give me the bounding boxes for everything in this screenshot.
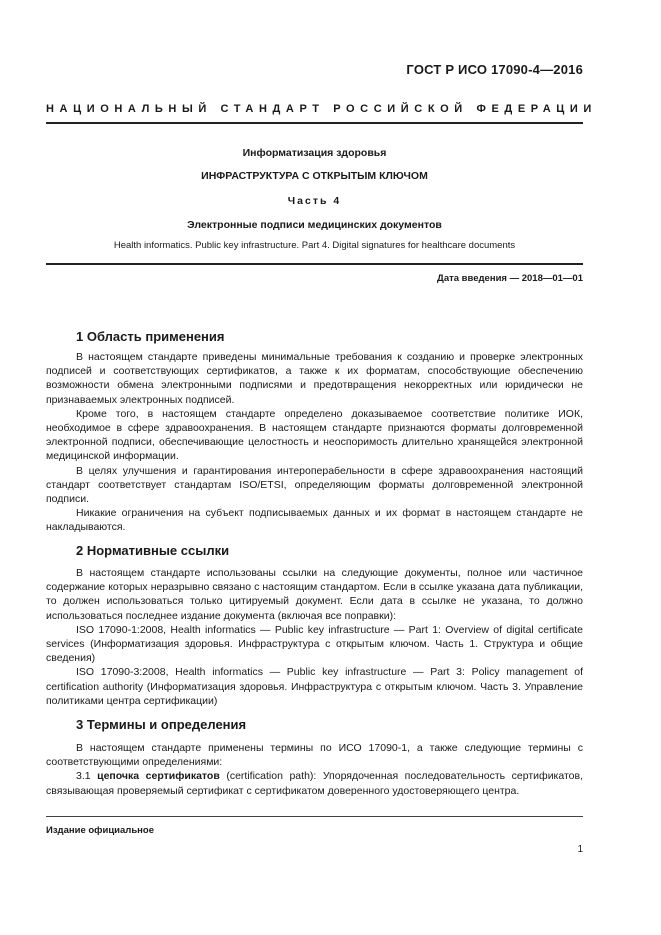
term-definition	[46, 769, 583, 797]
introduction-date: Дата введения — 2018—01—01	[437, 273, 583, 284]
subject-area: Информатизация здоровья	[242, 147, 387, 159]
document-title: ИНФРАСТРУКТУРА С ОТКРЫТЫМ КЛЮЧОМ	[201, 170, 428, 182]
page-number: 1	[577, 844, 583, 855]
term-name: цепочка сертификатов	[97, 770, 220, 783]
title-rule	[46, 263, 583, 265]
footer-rule	[46, 816, 583, 817]
section-heading: 2 Нормативные ссылки	[76, 543, 230, 558]
section-body	[46, 350, 583, 535]
english-title: Health informatics. Public key infrastructure. Part 4. Digital signatures for healthcare documents	[113, 240, 516, 251]
section-heading: 1 Область применения	[76, 329, 225, 344]
paragraph: В целях улучшения и гарантирования интероперабельности в сфере здравоохранения настоящий стандарт соответствует стандартам ISO/ETSI, определяющим форматы долговременной электронной подписи.	[46, 464, 583, 506]
term-text: (certification path): Упорядоченная последовательность сертификатов, связывающая проверяемый сертификат с сертификатом доверенного удостоверяющего центра.	[46, 770, 584, 797]
part-label: Часть 4	[287, 195, 342, 207]
section-heading: 3 Термины и определения	[76, 717, 247, 732]
section-body	[46, 566, 583, 708]
section-body	[46, 741, 583, 798]
national-standard-banner: НАЦИОНАЛЬНЫЙ СТАНДАРТ РОССИЙСКОЙ ФЕДЕРАЦИИ	[46, 103, 597, 115]
document-subtitle: Электронные подписи медицинских документов	[187, 219, 442, 231]
paragraph: В настоящем стандарте использованы ссылки на следующие документы, полное или частичное содержание которых неразрывно связано с настоящим стандартом. Если в ссылке указана дата публикации, то должен использоваться только цитируемый документ. Если дата в ссылке не указана, то должно использоваться последнее издание документа (включая все поправки):	[46, 567, 583, 622]
paragraph: В настоящем стандарте применены термины по ИСО 17090-1, а также следующие термины с соответствующими определениями:	[46, 742, 583, 769]
paragraph: Кроме того, в настоящем стандарте определено доказываемое соответствие политике ИОК, необходимое в сфере здравоохранения. В настоящем стандарте признаются форматы долговременной электронной подписи, обеспечивающие целостность и неоспоримость длительно хранящейся электронной медицинской информации.	[46, 407, 583, 463]
top-rule	[46, 122, 583, 124]
term-number: 3.1	[76, 770, 91, 783]
paragraph: В настоящем стандарте приведены минимальные требования к созданию и проверке электронных подписей и соответствующих сертификатов, а также к их форматам, способствующие обеспечению возможности обмена электронными подписями и предотвращения некорректных или юридически не признаваемых электронных подписей.	[46, 351, 583, 406]
edition-note: Издание официальное	[46, 825, 154, 836]
paragraph: Никакие ограничения на субъект подписываемых данных и их формат в настоящем стандарте не накладываются.	[46, 507, 583, 534]
reference-item: ISO 17090-1:2008, Health informatics — Public key infrastructure — Part 1: Overview of digital certificate services (Информатизация здоровья. Инфраструктура с открытым ключом. Часть 1. Структура и общие сведения)	[46, 623, 583, 665]
document-id: ГОСТ Р ИСО 17090-4—2016	[406, 62, 583, 77]
reference-item: ISO 17090-3:2008, Health informatics — Public key infrastructure — Part 3: Policy management of certification authority (Информатизация здоровья. Инфраструктура с открытым ключом. Часть 3. Управление политиками центра сертификации)	[46, 666, 583, 707]
